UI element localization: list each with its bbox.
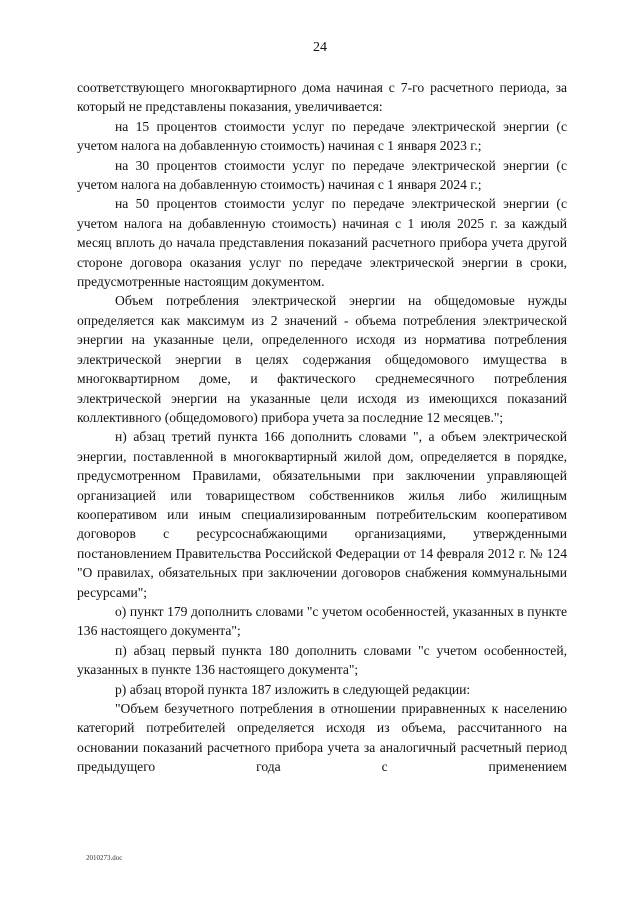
paragraph: Объем потребления электрической энергии на общедомовые нужды определяется как максимум из 2 значений - объема потребления электрической энергии на указанные цели, определенного исходя из норматива потребления электрической энергии в целях содержания общедомового имущества в многоквартирном доме, и фактического среднемесячного потребления электрической энергии на указанные цели исходя из имеющихся показаний коллективного (общедомового) прибора учета за последние 12 месяцев."; — [77, 293, 567, 425]
file-name-footer: 2010273.doc — [86, 854, 123, 862]
paragraph: соответствующего многоквартирного дома начиная с 7-го расчетного периода, за который не представлены показания, увеличивается: — [77, 80, 567, 115]
paragraph: п) абзац первый пункта 180 дополнить словами "с учетом особенностей, указанных в пункте 136 настоящего документа"; — [77, 642, 567, 678]
paragraph: на 30 процентов стоимости услуг по передаче электрической энергии (с учетом налога на добавленную стоимость) начиная с 1 января 2024 г.; — [77, 157, 567, 193]
paragraph: р) абзац второй пункта 187 изложить в следующей редакции: — [115, 681, 471, 697]
paragraph: на 15 процентов стоимости услуг по передаче электрической энергии (с учетом налога на добавленную стоимость) начиная с 1 января 2023 г.; — [77, 118, 567, 154]
paragraph: на 50 процентов стоимости услуг по передаче электрической энергии (с учетом налога на добавленную стоимость) начиная с 1 июля 2025 г. за каждый месяц вплоть до начала представления показаний расчетного прибора учета другой стороне договора оказания услуг по передаче электрической энергии в сроки, предусмотренные настоящим документом. — [77, 196, 567, 290]
document-body — [77, 78, 567, 777]
paragraph: "Объем безучетного потребления в отношении приравненных к населению категорий потребителей определяется исходя из объема, рассчитанного на основании показаний расчетного прибора учета за аналогичный расчетный период предыдущего года с применением — [77, 701, 567, 775]
paragraph: о) пункт 179 дополнить словами "с учетом особенностей, указанных в пункте 136 настоящего документа"; — [77, 603, 567, 639]
paragraph: н) абзац третий пункта 166 дополнить словами ", а объем электрической энергии, поставленной в многоквартирный жилой дом, определяется в порядке, предусмотренном Правилами, обязательными при заключении управляющей организацией или товариществом собственников жилья либо жилищным кооперативом или иным специализированным потребительским кооперативом договоров с ресурсоснабжающими организациями, утвержденными постановлением Правительства Российской Федерации от 14 февраля 2012 г. № 124 "О правилах, обязательных при заключении договоров снабжения коммунальными ресурсами"; — [77, 429, 567, 600]
page-number: 24 — [313, 40, 327, 55]
